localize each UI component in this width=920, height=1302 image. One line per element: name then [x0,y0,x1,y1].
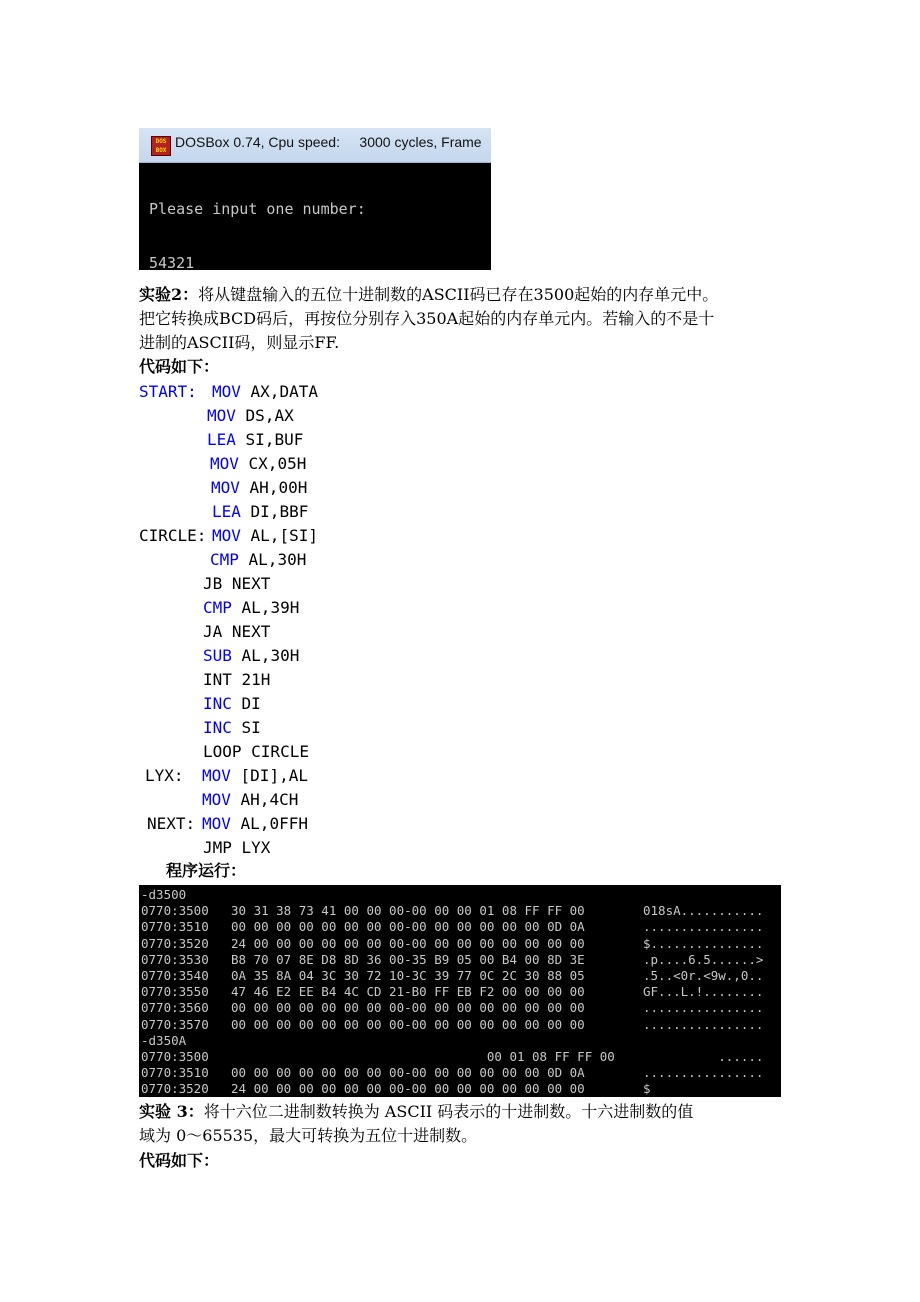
exp2-line1 [139,283,718,307]
code-operands: DI,BBF [240,502,309,521]
code-opcode: CMP [210,550,239,569]
title-strip [139,122,491,128]
dump-address: -d350A [141,1032,187,1048]
exp2-line2: 把它转换成BCD码后，再按位分别存入350A起始的内存单元内。若输入的不是十 [139,309,715,328]
dump-ascii: GF...L.!........ [643,984,764,1000]
code-label: LYX: [145,766,184,785]
code-opcode: LEA [212,502,241,521]
code-line [203,622,270,642]
dump-ascii: ................ [643,1000,764,1016]
code-operands: LOOP CIRCLE [203,742,309,761]
code-operands: SI,BUF [235,430,304,449]
dump-hex: B8 70 07 8E D8 8D 36 00-35 B9 05 00 B4 00 8D 3E [231,951,585,967]
exp2-code-heading: 代码如下： [139,357,220,376]
dump-hex: 00 00 00 00 00 00 00 00-00 00 00 00 00 00 0D 0A [231,919,585,935]
exp3-text1: 将十六位二进制数转换为 ASCII 码表示的十进制数。十六进制数的值 [203,1102,694,1121]
dump-address: 0770:3500 [141,1049,209,1064]
code-opcode: LEA [207,430,236,449]
dump-address: 0770:3510 [141,919,209,935]
dump-address: 0770:3540 [141,968,209,983]
dump-address: 0770:3570 [141,1016,209,1032]
dump-ascii: ................ [643,1016,764,1032]
dump-hex: 00 01 08 FF FF 00 [231,1049,615,1064]
code-operands: [DI],AL [230,766,308,785]
code-line [210,550,306,570]
code-line [203,694,261,714]
code-opcode: SUB [203,646,232,665]
code-operands: AL,39H [231,598,300,617]
dump-hex: 24 00 00 00 00 00 00 00-00 00 00 00 00 00 00 00 [231,935,585,951]
code-operands: JMP LYX [203,838,271,857]
dosbox-logo-icon: DOS BOX [151,136,171,156]
code-operands: CX,05H [238,454,307,473]
dump-hex: 47 46 E2 EE B4 4C CD 21-B0 FF EB F2 00 00 00 00 [231,984,585,1000]
code-operands: AL,0FFH [230,814,308,833]
code-line [207,430,303,450]
console-line: Please input one number: [149,200,366,218]
dump-address: 0770:3560 [141,1000,209,1016]
code-label: NEXT: [147,814,196,833]
dump-address: 0770:3520 [141,935,209,951]
dump-ascii: 018sA........... [643,903,764,919]
exp3-line1 [139,1100,693,1124]
dosbox-console [149,164,366,270]
exp2-label: 实验2： [139,285,199,304]
exp3-code-heading: 代码如下： [139,1151,220,1170]
code-operands: JB NEXT [203,574,271,593]
dump-ascii: $ [643,1081,651,1097]
code-opcode: INC [203,694,232,713]
code-line [212,502,308,522]
code-line [203,718,261,738]
code-line [211,478,307,498]
code-line [202,790,298,810]
dump-ascii: ...... [643,1049,764,1064]
code-opcode: MOV [210,454,239,473]
dump-ascii: .5..<0r.<9w.,0.. [643,968,764,983]
code-line [210,454,306,474]
dump-address: 0770:3530 [141,951,209,967]
code-opcode: MOV [207,406,236,425]
exp2-line3: 进制的ASCII码，则显示FF. [139,333,340,352]
dump-hex: 00 00 00 00 00 00 00 00-00 00 00 00 00 00 0D 0A [231,1065,585,1081]
dump-address: 0770:3510 [141,1065,209,1081]
code-label: CIRCLE: [139,526,207,545]
console-line: 54321 [149,254,195,270]
dosbox-title: DOSBox 0.74, Cpu speed: 3000 cycles, Frame [175,134,482,150]
code-operands: AH,00H [239,478,308,497]
dump-address: 0770:3500 [141,903,209,919]
dump-hex: 24 00 00 00 00 00 00 00-00 00 00 00 00 00 00 00 [231,1081,585,1097]
code-line [203,598,299,618]
dump-hex: 30 31 38 73 41 00 00 00-00 00 00 01 08 FF FF 00 [231,903,585,919]
code-opcode: MOV [202,766,231,785]
code-line [203,670,270,690]
code-opcode: MOV [212,382,241,401]
code-operands: AL,30H [231,646,300,665]
dump-ascii: .p....6.5......> [643,951,764,967]
code-operands: JA NEXT [203,622,271,641]
code-line [202,766,308,786]
code-line [203,646,299,666]
dosbox-screenshot [139,122,491,270]
code-label: START: [139,382,197,401]
code-line [202,814,308,834]
code-line [203,742,309,762]
code-line [212,382,318,402]
code-operands: AX,DATA [240,382,318,401]
dump-address: 0770:3520 [141,1081,209,1097]
dump-address: 0770:3550 [141,984,209,1000]
exp3-label: 实验 3： [139,1102,204,1121]
dosbox-titlebar [139,122,491,163]
dump-hex: 00 00 00 00 00 00 00 00-00 00 00 00 00 00 00 00 [231,1000,585,1016]
dump-ascii: ................ [643,919,764,935]
dump-hex: 0A 35 8A 04 3C 30 72 10-3C 39 77 0C 2C 30 88 05 [231,968,585,983]
code-operands: AH,4CH [230,790,299,809]
code-opcode: MOV [212,526,241,545]
code-operands: SI [231,718,261,737]
code-opcode: MOV [202,790,231,809]
code-operands: INT 21H [203,670,271,689]
code-opcode: MOV [211,478,240,497]
dump-ascii: $............... [643,935,764,951]
debug-dump-screenshot [139,885,781,1097]
code-operands: DS,AX [235,406,294,425]
code-operands: DI [231,694,261,713]
code-line [203,838,270,858]
code-opcode: MOV [202,814,231,833]
code-line [207,406,294,426]
dump-hex: 00 00 00 00 00 00 00 00-00 00 00 00 00 00 00 00 [231,1016,585,1032]
code-operands: AL,[SI] [240,526,318,545]
exp2-text1: 将从键盘输入的五位十进制数的ASCII码已存在3500起始的内存单元中。 [198,285,719,304]
code-operands: AL,30H [238,550,307,569]
code-line [203,574,270,594]
dump-address: -d3500 [141,887,187,902]
code-opcode: CMP [203,598,232,617]
code-line [212,526,318,546]
exp3-line2: 域为 0～65535，最大可转换为五位十进制数。 [139,1126,478,1145]
code-opcode: INC [203,718,232,737]
run-heading: 程序运行： [166,861,247,880]
dump-ascii: ................ [643,1065,764,1081]
